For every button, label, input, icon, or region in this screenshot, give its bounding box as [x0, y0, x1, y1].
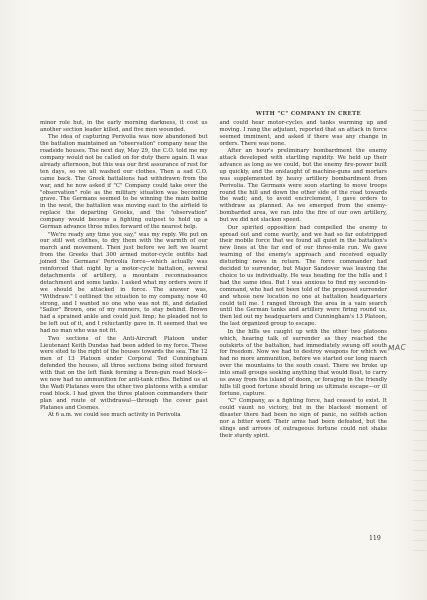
paragraph: After an hour's preliminary bombardment the enemy attack developed with startling rapidity. We held up their advance as long as we could, but the enemy fire-power built up quickly, and the onslaught of machine-guns and mortars was supplemented by heavy artillery bombardment from Perivolia. The Germans were soon starting to move troops round the hill and down the other side of the road towards the wadi; and, to avoid encirclement, I gave orders to withdraw as planned. As we emerged from the enemy-bombarded area, we ran into the fire of our own artillery, but we did not slacken speed. — [219, 148, 387, 224]
paragraph: The idea of capturing Perivolia was now abandoned but the battalion maintained an "observation" company near the roadside houses. The next day, May 29, the C.O. told me my company would not be called on for duty there again. It was already afternoon, but this was our first assurance of rest for ten days, so we all washed our clothes. Then a sad C.O. came back. The Greek battalions had withdrawn from the war, and he now asked if "C" Company could take over the "observation" role as the military situation was becoming grave. The Germans seemed to be winning the main battle in the west, the battalion was moving east to the airfield to replace the departing Greeks, and the "observation" company would become a fighting outpost to hold up a German advance three miles forward of the nearest help. — [40, 134, 208, 231]
paragraph: "We're ready any time you say," was my reply. We put on our still wet clothes, to dry them with the warmth of our march and movement. Then just before we left we learnt from the Greeks that 300 armed motor-cycle outfits had joined the Germans' Perivolia force—which actually was reinforced that night by a motor-cycle battalion, several detachments of artillery, a mountain reconnaissance detachment and some tanks. I asked what my orders were if we should be attacked in force. The answer was, "Withdraw." I outlined the situation to my company, now 40 strong, and I wanted no one who was not fit, and detailed "Sailor" Brown, one of my runners, to stay behind. Brown had a sprained ankle and could just limp; he pleaded not to be left out of it, and I reluctantly gave in. It seemed that we had no man who was not fit. — [40, 231, 208, 335]
page-edge-shadow — [413, 110, 427, 560]
paragraph: Two sections of the Anti-Aircraft Platoon under Lieutenant Keith Dundas had been added to my force. These were sited to the right of the houses towards the sea. The 12 men of 13 Platoon under Corporal Ted Cunningham defended the houses, all three sections being sited forward with that on the left flank forming a Bren-gun road block—we now had no ammunition for anti-tank rifles. Behind us at the Wadi Platanes were the other two platoons with a similar road block. I had given the three platoon commanders their plan and route of withdrawal—through the cover past Platanes and Cesmes. — [40, 335, 208, 411]
paragraph: minor role but, in the early morning darkness, it cost us another section leader killed, and five men wounded. — [40, 120, 208, 133]
paragraph: and could hear motor-cycles and tanks warming up and moving. I rang the adjutant, reported that an attack in force seemed imminent, and asked if there was any change in orders. There was none. — [219, 120, 387, 147]
paragraph: "C" Company, as a fighting force, had ceased to exist. It could vaunt no victory, but in the blackest moment of disaster there had been no sign of panic, no selfish action nor a bitter word. Their arms had been defeated, but the slings and arrows of outrageous fortune could not shake their sturdy spirit. — [219, 398, 387, 439]
text-columns — [40, 120, 387, 440]
running-head: WITH "C" COMPANY IN CRETE — [255, 111, 361, 117]
paragraph: At 6 a.m. we could see much activity in Perivolia — [48, 412, 181, 419]
left-column — [40, 120, 208, 440]
right-column — [220, 120, 388, 440]
page-number: 119 — [369, 535, 381, 542]
handwritten-margin-note: MAC — [387, 342, 407, 353]
paragraph: Our spirited opposition had compelled the enemy to spread out and come warily, and we had so far outstripped their mobile force that we found all quiet in the battalion's new lines at the far end of our three-mile run. We gave warning of the enemy's approach and received equally disturbing news in return. The force commander had decided to surrender, but Major Sandover was leaving the choice to us individually. He was heading for the hills and I had the same idea. But I was anxious to find my second-in-command, who had not been told of the proposed surrender and whose new location no one at battalion headquarters could tell me. I ranged through the area in a vain search until the German tanks and artillery were firing round us, then led out my headquarters and Cunningham's 13 Platoon, the last organized group to escape. — [219, 224, 387, 328]
paragraph: In the hills we caught up with the other two platoons which, hearing talk of surrender as they reached the outskirts of the battalion, had immediately swung off south for freedom. Now we had to destroy weapons for which we had no more ammunition, before we started our long march over the mountains to the south coast. There we broke up into small groups seeking anything that would float, to carry us away from the island of doom, or foraging in the friendly hills till good fortune should bring us ultimate escape—or ill fortune, capture. — [219, 328, 387, 397]
